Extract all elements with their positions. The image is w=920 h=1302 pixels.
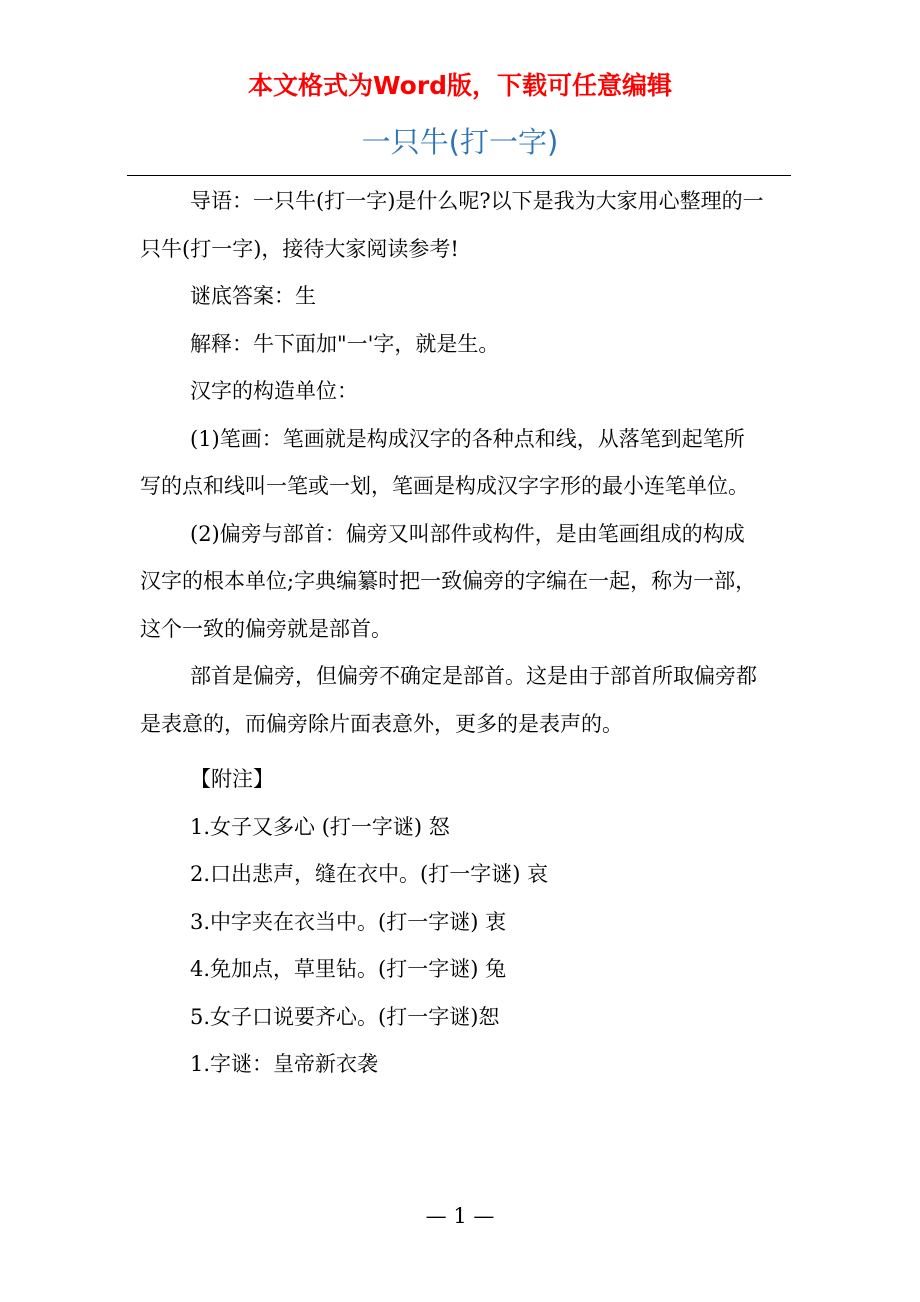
structure-heading: 汉字的构造单位： xyxy=(190,379,358,403)
intro-paragraph: 导语：一只牛(打一字)是什么呢?以下是我为大家用心整理的一只牛(打一字)，接待大家阅读参考! xyxy=(140,189,764,261)
page-number: — 1 — xyxy=(425,1204,495,1228)
stroke-paragraph: (1)笔画：笔画就是构成汉字的各种点和线，从落笔到起笔所写的点和线叫一笔或一划，笔画是构成汉字字形的最小连笔单位。 xyxy=(140,426,749,498)
riddle-item: 4.免加点，草里钻。(打一字谜) 兔 xyxy=(190,957,507,981)
title-underline-divider xyxy=(127,175,791,176)
riddle-item: 3.中字夹在衣当中。(打一字谜) 衷 xyxy=(190,909,507,934)
riddle-item: 5.女子口说要齐心。(打一字谜)恕 xyxy=(190,1004,500,1029)
document-body xyxy=(140,178,765,1089)
radical-note-paragraph: 部首是偏旁，但偏旁不确定是部首。这是由于部首所取偏旁都是表意的，而偏旁除片面表意外，更多的是表声的。 xyxy=(140,664,757,736)
format-notice-banner: 本文格式为Word版，下载可任意编辑 xyxy=(247,71,673,100)
document-title: 一只牛(打一字) xyxy=(361,125,559,159)
riddle-item: 2.口出悲声，缝在衣中。(打一字谜) 哀 xyxy=(190,862,549,886)
riddle-item: 1.女子又多心 (打一字谜) 怒 xyxy=(190,814,450,839)
answer-paragraph: 谜底答案：生 xyxy=(190,284,316,308)
appendix-heading: 【附注】 xyxy=(190,767,274,791)
riddle-item: 1.字谜：皇帝新衣袭 xyxy=(190,1052,379,1076)
radical-paragraph: (2)偏旁与部首：偏旁又叫部件或构件，是由笔画组成的构成汉字的根本单位;字典编纂时把一致偏旁的字编在一起，称为一部，这个一致的偏旁就是部首。 xyxy=(140,521,757,641)
explanation-paragraph: 解释：牛下面加"一'字，就是生。 xyxy=(190,331,500,356)
